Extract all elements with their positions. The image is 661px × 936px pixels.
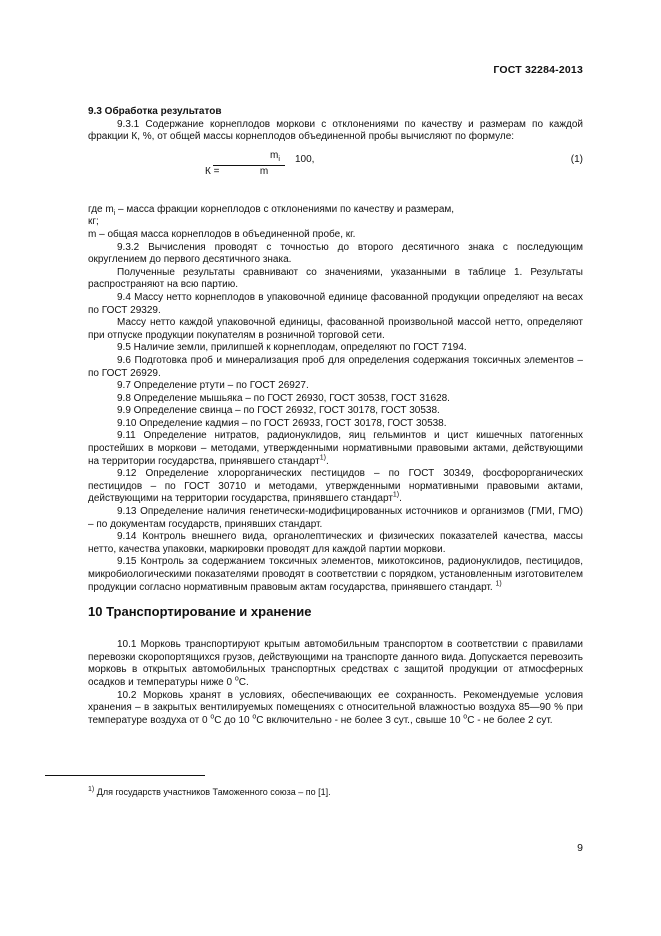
paragraph-9-15: 9.15 Контроль за содержанием токсичных элементов, микотоксинов, радионуклидов, пестицидов, микробиологическими показателями проводят в соответствии с порядком, установленным изготовителем продукции согласно нормативным правовым актам государства, принявшего стандарт. $^{1)}$ xyxy=(88,556,583,593)
paragraph-9-9: 9.9 Определение свинца – по ГОСТ 26932, ГОСТ 30178, ГОСТ 30538. xyxy=(117,405,440,417)
formula-numerator: $m_i$ xyxy=(270,149,280,163)
paragraph-9-13: 9.13 Определение наличия генетически-модифицированных источников и организмов (ГМИ, ГМО) – по документам государств, принявших стандарт. xyxy=(88,506,583,530)
formula-denominator: m xyxy=(259,165,269,177)
formula-lhs: К = xyxy=(205,165,220,177)
paragraph-9-10: 9.10 Определение кадмия – по ГОСТ 26933, ГОСТ 30178, ГОСТ 30538. xyxy=(117,417,447,429)
paragraph-9-11: 9.11 Определение нитратов, радионуклидов, яиц гельминтов и цист кишечных патогенных простейших в моркови – методами, утвержденными нормативными правовыми актами, действующими на территории государства, принявшего стандарт$^{1)}$. xyxy=(88,430,583,467)
formula-where-mi: где $m_i$ – масса фракции корнеплодов с отклонениями по качеству и размерам, xyxy=(88,203,455,217)
paragraph-9-4-net-mass: Массу нетто каждой упаковочной единицы, фасованной произвольной массой нетто, определяют при отпуске продукции покупателям в розничной торговой сети. xyxy=(88,317,583,341)
paragraph-9-14: 9.14 Контроль внешнего вида, органолептических и физических показателей качества, массы нетто, качества упаковки, маркировки проводят для каждой партии моркови. xyxy=(88,531,583,555)
paragraph-9-5: 9.5 Наличие земли, прилипшей к корнеплодам, определяют по ГОСТ 7194. xyxy=(117,342,467,354)
paragraph-9-3-2: 9.3.2 Вычисления проводят с точностью до второго десятичного знака с последующим округлением до первого десятичного знака. xyxy=(88,241,583,266)
paragraph-9-3-results: Полученные результаты сравнивают со значениями, указанными в таблице 1. Результаты распространяют на всю партию. xyxy=(88,266,583,291)
paragraph-10-2: 10.2 Морковь хранят в условиях, обеспечивающих ее сохранность. Рекомендуемые условия хранения – в закрытых вентилируемых помещениях с относительной влажностью воздуха 85—90 % при температуре воздуха от 0 $^о$С до 10 $^о$С включительно - не более 3 сут., свыше 10 $^о$С - не более 2 сут. xyxy=(88,689,583,726)
paragraph-9-12: 9.12 Определение хлорорганических пестицидов – по ГОСТ 30349, фосфорорганических пестицидов – по ГОСТ 30710 и методами, утвержденными нормативными правовыми актами, действующими на территории государства, принявшего стандарт$^{1)}$. xyxy=(88,468,583,505)
main-text xyxy=(88,106,583,727)
page-number: 9 xyxy=(577,842,583,854)
paragraph-9-8: 9.8 Определение мышьяка – по ГОСТ 26930, ГОСТ 30538, ГОСТ 31628. xyxy=(117,392,450,404)
paragraph-10-1: 10.1 Морковь транспортируют крытым автомобильным транспортом в соответствии с правилами перевозки скоропортящихся грузов, действующими на транспорте данного вида. Допускается перевозить морковь в открытых автомобильных транспортных средствах с защитой продукции от атмосферных осадков и температуры ниже 0 $^о$С. xyxy=(88,639,583,688)
section-10-title: 10 Транспортирование и хранение xyxy=(88,604,312,620)
formula-where-unit: кг; xyxy=(88,216,99,228)
footnote xyxy=(88,786,331,799)
paragraph-9-3-1: 9.3.1 Содержание корнеплодов моркови с отклонениями по качеству и размерам по каждой фракции К, %, от общей массы корнеплодов объединенной пробы вычисляют по формуле: xyxy=(88,118,583,143)
paragraph-9-4: 9.4 Массу нетто корнеплодов в упаковочной единице фасованной продукции определяют на весах по ГОСТ 29329. xyxy=(88,291,583,316)
footnote-separator xyxy=(45,775,205,776)
footnote-text: Для государств участников Таможенного союза – по [1]. xyxy=(94,787,331,797)
fraction-bar xyxy=(213,165,285,166)
section-9-3-title: 9.3 Обработка результатов xyxy=(88,106,222,117)
standard-number: ГОСТ 32284-2013 xyxy=(493,64,583,76)
paragraph-9-6: 9.6 Подготовка проб и минерализация проб для определения содержания токсичных элементов – по ГОСТ 26929. xyxy=(88,354,583,379)
formula-1 xyxy=(88,150,583,190)
formula-multiplier: 100, xyxy=(295,153,315,165)
formula-where-m: m – общая масса корнеплодов в объединенной пробе, кг. xyxy=(88,228,356,240)
footnote-marker: 1) xyxy=(88,786,95,793)
paragraph-9-7: 9.7 Определение ртути – по ГОСТ 26927. xyxy=(117,380,309,392)
equation-number: (1) xyxy=(570,153,583,165)
